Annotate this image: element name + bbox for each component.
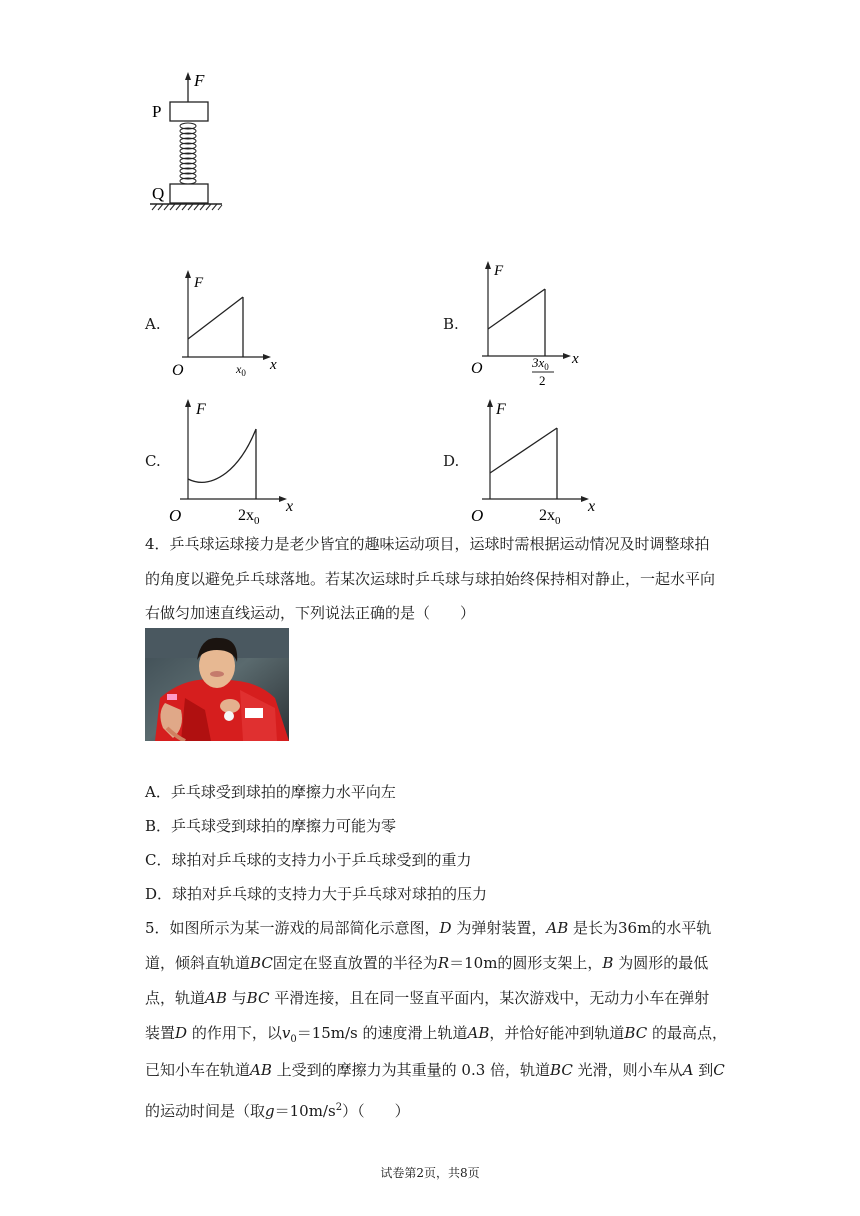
- x-axis-label: x: [270, 357, 277, 373]
- q5-line-6: 的运动时间是（取$g=10m/s^2$）（ ）: [145, 1102, 410, 1120]
- x-axis-label: x: [588, 498, 596, 515]
- q5-line-2: 道，倾斜直轨道BC固定在竖直放置的半径为R＝10m的圆形支架上，B 为圆形的最低: [145, 954, 709, 972]
- q5-line-4: 装置D 的作用下，以$v_0=15m/s$ 的速度滑上轨道AB，并恰好能冲到轨道BC 的最高点，: [145, 1024, 727, 1045]
- q5-line-1: 5．如图所示为某一游戏的局部简化示意图，D 为弹射装置，AB 是长为36m的水平轨: [145, 919, 712, 937]
- y-axis-label: F: [196, 401, 206, 418]
- tick-label: $2x_0$: [238, 507, 260, 525]
- q5-line-5: 已知小车在轨道AB 上受到的摩擦力为其重量的 0.3 倍，轨道BC 光滑，则小车从A 到C: [145, 1061, 725, 1079]
- block-p-label: P: [152, 102, 162, 121]
- y-axis-label: F: [494, 263, 504, 279]
- origin-label: O: [471, 506, 484, 525]
- option-a-label: A.: [145, 315, 161, 333]
- y-axis-label: F: [496, 401, 506, 418]
- spring-figure: [140, 70, 240, 220]
- q4-line-1: 4．乒乓球运球接力是老少皆宜的趣味运动项目，运球时需根据运动情况及时调整球拍: [145, 535, 710, 553]
- option-c-label: C.: [145, 452, 161, 470]
- tick-label: $x_0$: [236, 362, 246, 378]
- q4-line-2: 的角度以避免乒乓球落地。若某次运球时乒乓球与球拍始终保持相对静止，一起水平向: [145, 570, 716, 588]
- q4-option-d: D．球拍对乒乓球的支持力大于乒乓球对球拍的压力: [145, 885, 488, 903]
- origin-label: O: [471, 360, 483, 377]
- option-d-label: D.: [443, 452, 460, 470]
- graph-line: [188, 297, 243, 339]
- tick-numerator: $3x_0$: [532, 355, 549, 372]
- tick-label: $2x_0$: [539, 507, 561, 525]
- table-tennis-photo: [145, 628, 289, 741]
- q4-option-b: B．乒乓球受到球拍的摩擦力可能为零: [145, 817, 397, 835]
- tick-denominator: 2: [539, 373, 546, 388]
- option-b-label: B.: [443, 315, 459, 333]
- graph-a: [168, 265, 288, 380]
- q4-option-a: A．乒乓球受到球拍的摩擦力水平向左: [145, 783, 396, 801]
- origin-label: O: [169, 506, 182, 525]
- page-footer: 试卷第2页，共8页: [380, 1166, 480, 1180]
- force-label: F: [194, 71, 205, 90]
- graph-curve: [188, 429, 256, 482]
- graph-b: [466, 255, 591, 390]
- q4-line-3: 右做匀加速直线运动，下列说法正确的是（ ）: [145, 604, 476, 622]
- graph-d: [466, 393, 606, 525]
- q5-line-3: 点，轨道AB 与BC 平滑连接，且在同一竖直平面内，某次游戏中，无动力小车在弹射: [145, 989, 710, 1007]
- spring-coil: [180, 123, 196, 184]
- q4-option-c: C．球拍对乒乓球的支持力小于乒乓球受到的重力: [145, 851, 472, 869]
- block-q-label: Q: [152, 184, 165, 203]
- graph-line: [490, 428, 557, 473]
- x-axis-label: x: [572, 351, 579, 367]
- graph-line: [488, 289, 545, 329]
- origin-label: O: [172, 362, 184, 379]
- graph-c: [166, 393, 301, 525]
- y-axis-label: F: [194, 275, 204, 291]
- x-axis-label: x: [286, 498, 294, 515]
